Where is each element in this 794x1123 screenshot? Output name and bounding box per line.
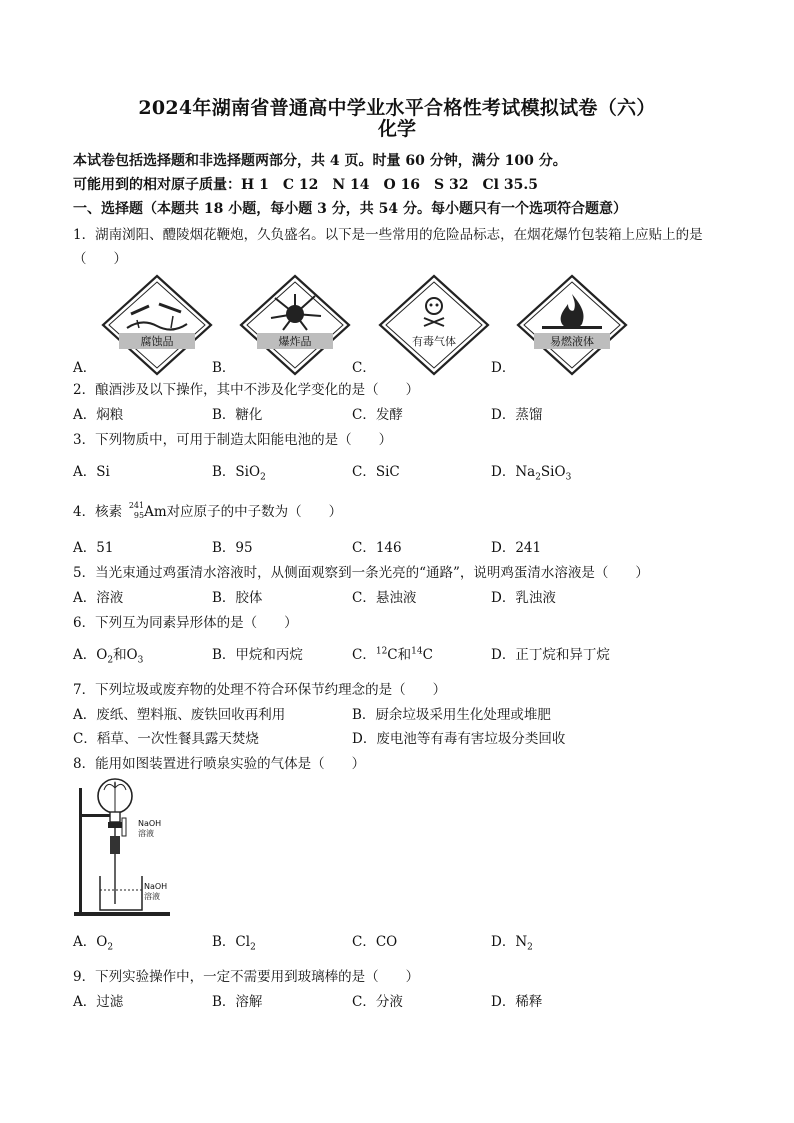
question-7-stem: 7．下列垃圾或废弃物的处理不符合环保节约理念的是（ ） [73,682,447,698]
question-9-stem: 9．下列实验操作中，一定不需要用到玻璃棒的是（ ） [73,969,420,985]
nuclide-notation: 241 95 [128,500,145,520]
q2-option-b[interactable]: B．糖化 [212,407,263,423]
q9-option-c[interactable]: C．分液 [352,994,403,1010]
q3-option-c[interactable]: C．SiC [352,464,400,480]
q6-option-c[interactable]: C．$^{12}$C和$^{14}$C [352,646,433,663]
q4-option-c[interactable]: C．146 [352,540,402,556]
q1-option-d[interactable]: D． [491,360,516,376]
question-3-stem: 3．下列物质中，可用于制造太阳能电池的是（ ） [73,432,393,448]
question-6-stem: 6．下列互为同素异形体的是（ ） [73,615,298,631]
q8-option-a[interactable]: A．$O_2$ [73,934,114,953]
q3-option-a[interactable]: A．Si [73,464,110,480]
question-1-blank: （ ） [73,251,127,267]
naoh-label-top: NaOH [138,819,162,828]
q5-option-a[interactable]: A．溶液 [73,590,124,606]
q3-option-b[interactable]: B．SiO$_2$ [212,464,266,483]
q2-option-c[interactable]: C．发酵 [352,407,403,423]
q1-option-c[interactable]: C． [352,360,376,376]
exam-title: 2024年湖南省普通高中学业水平合格性考试模拟试卷（六） [138,97,656,119]
q7-option-d[interactable]: D．废电池等有毒有害垃圾分类回收 [352,731,566,747]
q1-option-a[interactable]: A． [73,360,97,376]
section-heading: 一、选择题（本题共 18 小题，每小题 3 分，共 54 分。每小题只有一个选项符合题意） [73,201,627,217]
q9-option-d[interactable]: D．稀释 [491,994,543,1010]
sign-c-label: 有毒气体 [412,335,456,348]
q2-option-d[interactable]: D．蒸馏 [491,407,543,423]
question-8-stem: 8．能用如图装置进行喷泉实验的气体是（ ） [73,756,366,772]
q8-option-b[interactable]: B．$Cl_2$ [212,934,256,953]
fountain-experiment-apparatus [70,774,190,919]
q9-option-b[interactable]: B．溶解 [212,994,263,1010]
q5-option-d[interactable]: D．乳浊液 [491,590,556,606]
sign-b-label: 爆炸品 [278,335,312,348]
q7-option-c[interactable]: C．稻草、一次性餐具露天焚烧 [73,731,259,747]
q8-option-c[interactable]: C．CO [352,934,398,950]
q1-option-b[interactable]: B． [212,360,236,376]
q7-option-b[interactable]: B．厨余垃圾采用生化处理或堆肥 [352,707,551,723]
q4-option-a[interactable]: A．51 [73,540,114,556]
question-4-stem: 4．核素 241 95 Am对应原子的中子数为（ ） [73,500,343,520]
solution-label-bottom: 溶液 [144,892,160,901]
q6-option-a[interactable]: A．$O_2$和$O_3$ [73,647,144,666]
q2-option-a[interactable]: A．焖粮 [73,407,124,423]
sign-a-label: 腐蚀品 [140,335,174,348]
explosive-hazard-sign [235,270,355,380]
q8-option-d[interactable]: D．$N_2$ [491,934,533,953]
q3-option-d[interactable]: D．$Na_2SiO_3$ [491,464,572,483]
q9-option-a[interactable]: A．过滤 [73,994,124,1010]
q4-option-b[interactable]: B．95 [212,540,253,556]
exam-instructions: 本试卷包括选择题和非选择题两部分，共 4 页。时量 60 分钟，满分 100 分。 [73,153,567,169]
atomic-masses: 可能用到的相对原子质量：H 1 C 12 N 14 O 16 S 32 Cl 35.5 [73,177,538,193]
naoh-label-bottom: NaOH [144,882,168,891]
q5-option-c[interactable]: C．悬浊液 [352,590,417,606]
sign-d-label: 易燃液体 [550,335,594,348]
subject-title: 化学 [377,118,416,140]
q7-option-a[interactable]: A．废纸、塑料瓶、废铁回收再利用 [73,707,286,723]
question-5-stem: 5．当光束通过鸡蛋清水溶液时，从侧面观察到一条光亮的“通路”，说明鸡蛋清水溶液是（ ） [73,565,649,581]
flammable-liquid-hazard-sign [512,270,632,380]
corrosive-hazard-sign [97,270,217,380]
q6-option-d[interactable]: D．正丁烷和异丁烷 [491,647,610,663]
q5-option-b[interactable]: B．胶体 [212,590,263,606]
question-2-stem: 2．酿酒涉及以下操作，其中不涉及化学变化的是（ ） [73,382,420,398]
q6-option-b[interactable]: B．甲烷和丙烷 [212,647,303,663]
solution-label-top: 溶液 [138,829,154,838]
toxic-gas-hazard-sign [374,270,494,380]
question-1-stem: 1．湖南浏阳、醴陵烟花鞭炮，久负盛名。以下是一些常用的危险品标志，在烟花爆竹包装箱上应贴上的是 [73,227,703,243]
q4-option-d[interactable]: D．241 [491,540,542,556]
